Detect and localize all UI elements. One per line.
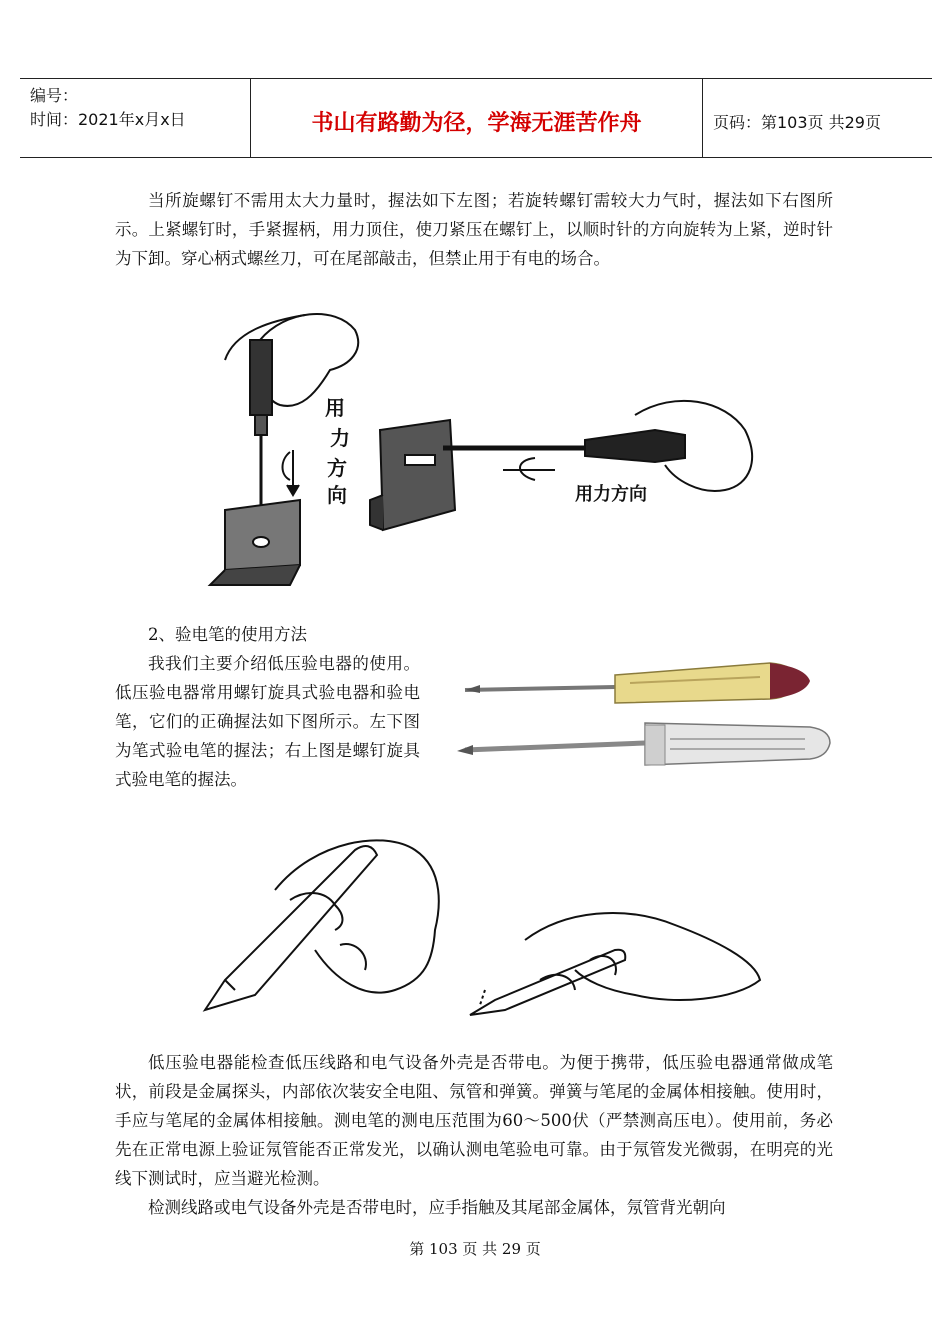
force-direction-label-horizontal: 用力方向: [575, 484, 647, 505]
motto-text: 书山有路勤为径，学海无涯苦作舟: [311, 111, 642, 136]
force-label-char-1: 用: [325, 396, 345, 420]
screwdriver-test-pen: [465, 663, 810, 703]
header-page-cell: [703, 79, 932, 157]
right-hand-grip: [470, 913, 760, 1015]
header-table: [20, 78, 932, 158]
page-footer: 第 103 页 共 29 页: [409, 1240, 541, 1258]
pen-grip-illustration: [195, 830, 765, 1025]
force-label-char-4: 向: [327, 483, 347, 507]
test-pen-photo: [455, 635, 845, 785]
force-label-char-3: 方: [327, 456, 347, 480]
paragraph-text: 当所旋螺钉不需用太大力量时，握法如下左图；若旋转螺钉需较大力气时，握法如下右图所示。上紧螺钉时，手紧握柄，用力顶住，使刀紧压在螺钉上，以顺时针的方向旋转为上紧，逆时针为下卸。穿心柄式螺丝刀，可在尾部敲击，但禁止用于有电的场合。: [115, 191, 833, 268]
screwdriver-horizontal-grip-illustration: [370, 401, 752, 530]
body-paragraph-2: [115, 620, 420, 794]
screwdriver-grip-figure: [205, 300, 765, 590]
doc-id-label: 编号：: [30, 86, 79, 105]
body-paragraph-3: [115, 1048, 833, 1222]
doc-time-label: 时间：2021年x月x日: [30, 110, 186, 129]
force-direction-label-vertical: [325, 396, 350, 507]
left-hand-grip: [205, 840, 439, 1010]
paragraph-text: 我我们主要介绍低压验电器的使用。低压验电器常用螺钉旋具式验电器和验电笔，它们的正确握法如下图所示。左下图为笔式验电笔的握法；右上图是螺钉旋具式验电笔的握法。: [115, 654, 420, 789]
body-paragraph-1: [115, 186, 833, 273]
paragraph-text: 低压验电器能检查低压线路和电气设备外壳是否带电。为便于携带，低压验电器通常做成笔状，前段是金属探头，内部依次装安全电阻、氖管和弹簧。弹簧与笔尾的金属体相接触。使用时，手应与笔尾的金属体相接触。测电笔的测电压范围为60～500伏（严禁测高压电）。使用前，务必先在正常电源上验证氖管能否正常发光，以确认测电笔验电可靠。由于氖管发光微弱，在明亮的光线下测试时，应当避光检测。: [115, 1053, 833, 1188]
pen-style-test-pen: [457, 723, 830, 765]
paragraph-text: 检测线路或电气设备外壳是否带电时，应手指触及其尾部金属体，氖管背光朝向: [148, 1198, 726, 1217]
header-info-cell: [20, 79, 251, 157]
header-motto-cell: [251, 79, 703, 157]
page-number-label: 页码：第103页 共29页: [713, 113, 881, 132]
section-title: 2、验电笔的使用方法: [148, 625, 307, 644]
force-label-char-2: 力: [330, 426, 350, 450]
